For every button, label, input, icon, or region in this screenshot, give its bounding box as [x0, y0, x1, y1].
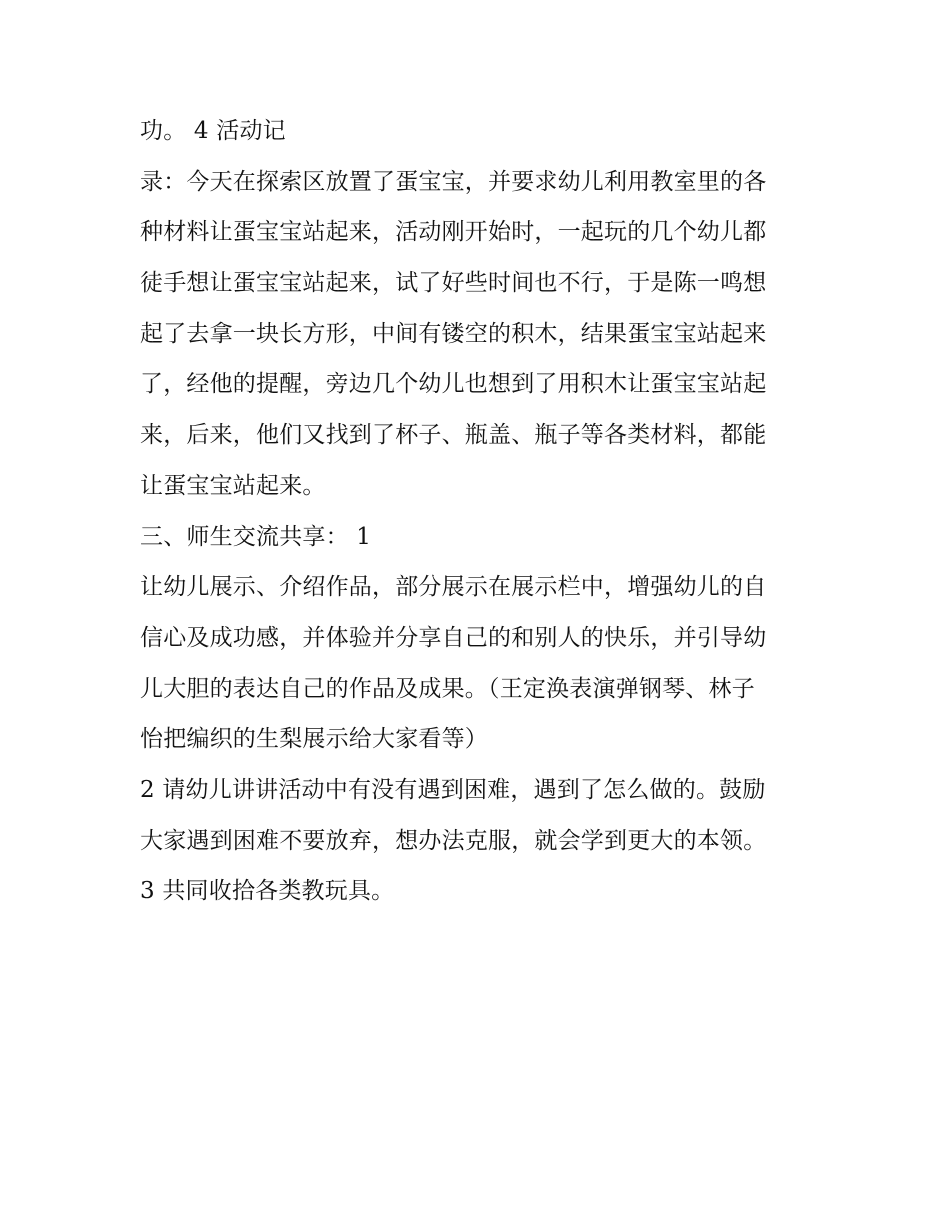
text-line: 种材料让蛋宝宝站起来，活动刚开始时，一起玩的几个幼儿都	[140, 219, 767, 246]
text-line: 3 共同收拾各类教玩具。	[140, 878, 395, 905]
document-body	[140, 106, 820, 917]
text-line: 2 请幼儿讲讲活动中有没有遇到困难，遇到了怎么做的。鼓励	[140, 776, 766, 803]
text-line: 儿大胆的表达自己的作品及成果。（王定涣表演弹钢琴、林子	[140, 675, 755, 702]
text-line: 让幼儿展示、介绍作品，部分展示在展示栏中，增强幼儿的自	[140, 574, 767, 601]
text-line: 徒手想让蛋宝宝站起来，试了好些时间也不行，于是陈一鸣想	[140, 270, 767, 297]
text-line: 功。 4 活动记	[140, 118, 286, 144]
text-line: 让蛋宝宝站起来。	[140, 472, 326, 499]
text-line: 怡把编织的生梨展示给大家看等）	[140, 726, 488, 753]
text-line: 来，后来，他们又找到了杯子、瓶盖、瓶子等各类材料，都能	[140, 422, 767, 449]
text-line: 录：今天在探索区放置了蛋宝宝，并要求幼儿利用教室里的各	[140, 168, 767, 195]
text-line: 大家遇到困难不要放弃，想办法克服，就会学到更大的本领。	[140, 827, 767, 854]
text-line: 起了去拿一块长方形，中间有镂空的积木，结果蛋宝宝站起来	[140, 320, 767, 347]
section-heading: 三、师生交流共享： 1	[140, 523, 372, 550]
text-line: 了，经他的提醒，旁边几个幼儿也想到了用积木让蛋宝宝站起	[140, 371, 767, 398]
text-line: 信心及成功感，并体验并分享自己的和别人的快乐，并引导幼	[140, 624, 767, 651]
